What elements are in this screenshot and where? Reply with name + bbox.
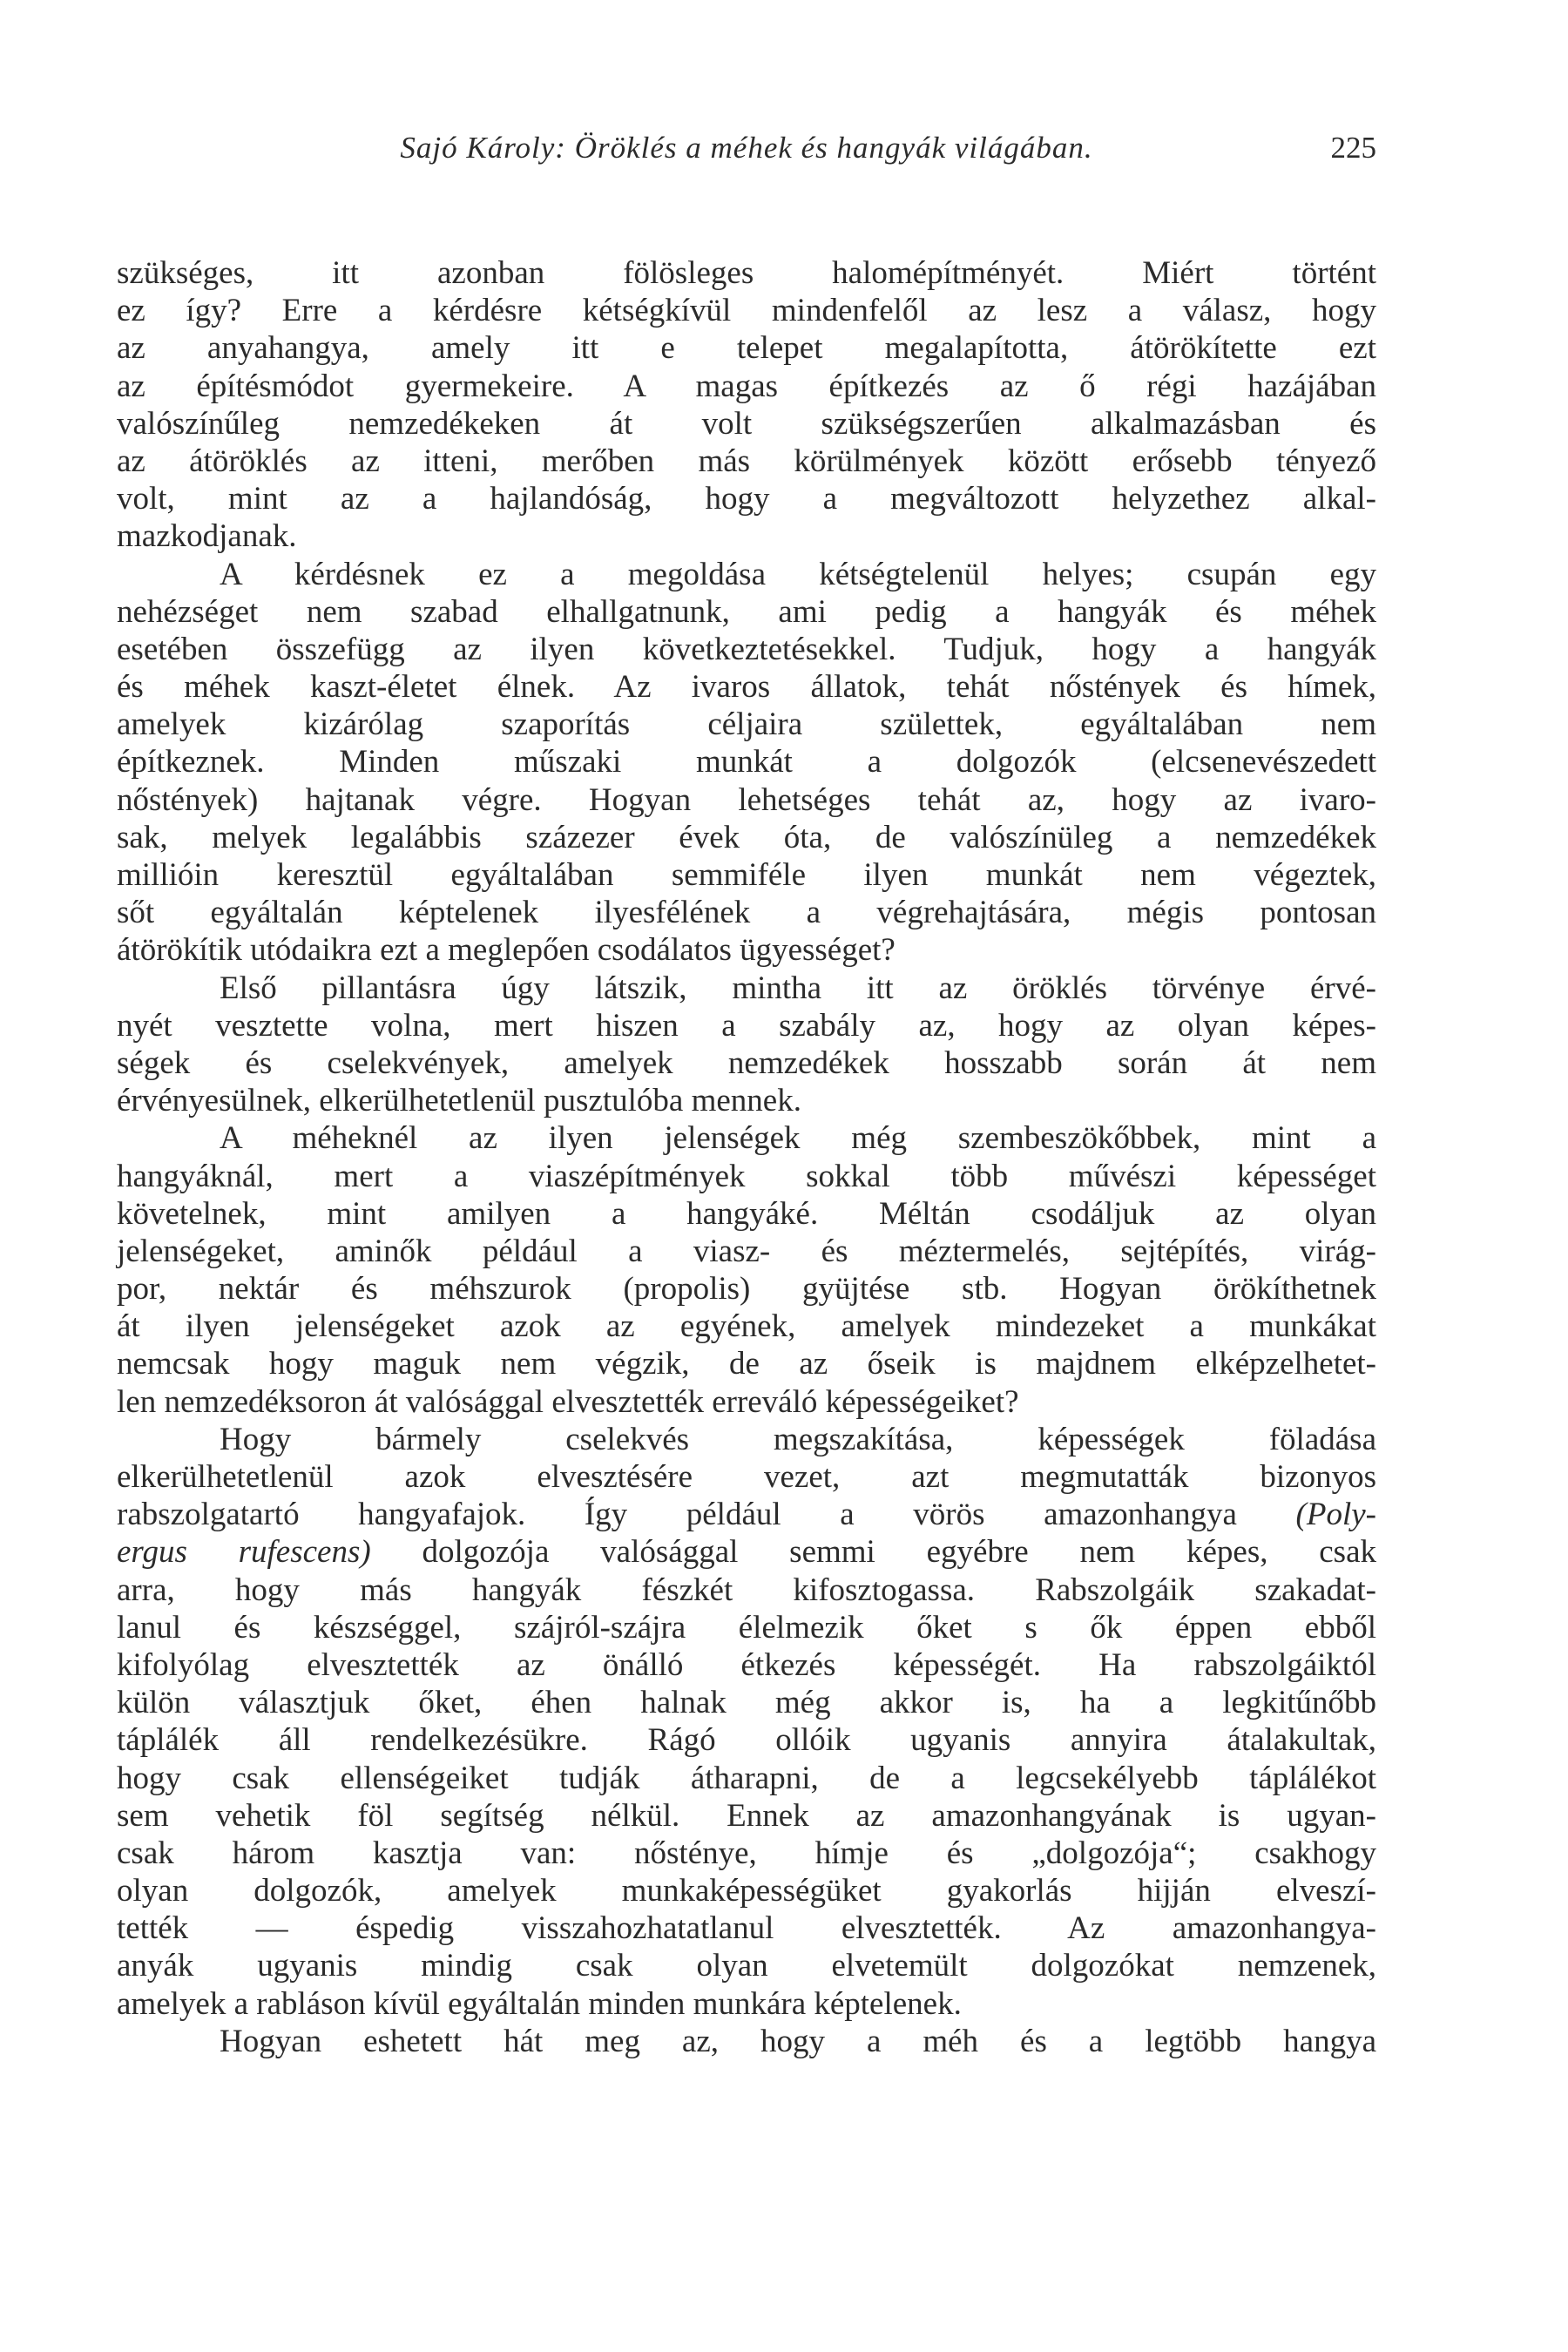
text-line: csak három kasztja van: nősténye, hímje és „dolgozója“; csakhogy: [117, 1835, 1376, 1871]
text-line: volt, mint az a hajlandóság, hogy a megváltozott helyzethez alkal-: [117, 481, 1376, 517]
running-title: Sajó Károly: Öröklés a méhek és hangyák világában.: [400, 131, 1093, 165]
text-line: építkeznek. Minden műszaki munkát a dolgozók (elcsenevészedett: [117, 744, 1376, 781]
text-line: sőt egyáltalán képtelenek ilyesfélének a végrehajtására, mégis pontosan: [117, 895, 1376, 931]
text-line: A méheknél az ilyen jelenségek még szembeszökőbbek, mint a: [220, 1120, 1376, 1157]
text-line: szükséges, itt azonban fölösleges halomépítményét. Miért történt: [117, 255, 1376, 291]
text-line: követelnek, mint amilyen a hangyáké. Méltán csodáljuk az olyan: [117, 1195, 1376, 1232]
text-line: át ilyen jelenségeket azok az egyének, amelyek mindezeket a munkákat: [117, 1308, 1376, 1345]
text-line: nehézséget nem szabad elhallgatnunk, ami pedig a hangyák és méhek: [117, 593, 1376, 630]
text-line: rabszolgatartó hangyafajok. Így például a vörös amazonhangya (Poly-: [117, 1497, 1376, 1533]
text-line: az átöröklés az itteni, merőben más körülmények között erősebb tényező: [117, 443, 1376, 479]
page-number: 225: [1330, 131, 1376, 165]
text-line: esetében összefügg az ilyen következtetésekkel. Tudjuk, hogy a hangyák: [117, 631, 1376, 667]
text-line: érvényesülnek, elkerülhetetlenül pusztulóba mennek.: [117, 1083, 801, 1119]
text-line: olyan dolgozók, amelyek munkaképességüket gyakorlás hijján elveszí-: [117, 1873, 1376, 1909]
species-name-italic: ergus rufescens): [117, 1534, 371, 1571]
text-line: lanul és készséggel, szájról-szájra élelmezik őket s ők éppen ebből: [117, 1609, 1376, 1646]
text-line: A kérdésnek ez a megoldása kétségtelenül helyes; csupán egy: [220, 556, 1376, 592]
text-line: anyák ugyanis mindig csak olyan elvetemült dolgozókat nemzenek,: [117, 1948, 1376, 1984]
body-text: [117, 254, 1376, 2060]
text-line: nemcsak hogy maguk nem végzik, de az őseik is majdnem elképzelhetet-: [117, 1346, 1376, 1382]
text-line: hangyáknál, mert a viaszépítmények sokkal több művészi képességet: [117, 1158, 1376, 1194]
text-line: Első pillantásra úgy látszik, mintha itt az öröklés törvénye érvé-: [220, 970, 1376, 1006]
text-line: ségek és cselekvények, amelyek nemzedékek hosszabb során át nem: [117, 1044, 1376, 1081]
text-line: az anyahangya, amely itt e telepet megalapította, átörökítette ezt: [117, 330, 1376, 367]
text-line: mazkodjanak.: [117, 518, 297, 555]
text-line: sak, melyek legalábbis százezer évek óta, de valószínüleg a nemzedékek: [117, 819, 1376, 855]
text-line: por, nektár és méhszurok (propolis) gyüjtése stb. Hogyan örökíthetnek: [117, 1271, 1376, 1308]
text-line: az építésmódot gyermekeire. A magas építkezés az ő régi hazájában: [117, 368, 1376, 404]
text-line: arra, hogy más hangyák fészkét kifosztogassa. Rabszolgáik szakadat-: [117, 1571, 1376, 1608]
species-name-italic: (Poly-: [1295, 1497, 1376, 1533]
text-line: és méhek kaszt-életet élnek. Az ivaros állatok, tehát nőstények és hímek,: [117, 669, 1376, 706]
text-line: amelyek a rabláson kívül egyáltalán minden munkára képtelenek.: [117, 1985, 962, 2022]
text-line: hogy csak ellenségeiket tudják átharapni, de a legcsekélyebb táplálékot: [117, 1760, 1376, 1796]
text-line: nyét vesztette volna, mert hiszen a szabály az, hogy az olyan képes-: [117, 1007, 1376, 1044]
text-line: len nemzedéksoron át valósággal elvesztették erreváló képességeiket?: [117, 1383, 1019, 1420]
text-line: valószínűleg nemzedékeken át volt szükségszerűen alkalmazásban és: [117, 405, 1376, 442]
text-line: külön választjuk őket, éhen halnak még akkor is, ha a legkitűnőbb: [117, 1685, 1376, 1721]
text-line: Hogyan eshetett hát meg az, hogy a méh és a legtöbb hangya: [220, 2023, 1376, 2059]
text-line: elkerülhetetlenül azok elvesztésére vezet, azt megmutatták bizonyos: [117, 1459, 1376, 1495]
text-line: ez így? Erre a kérdésre kétségkívül mindenfelől az lesz a válasz, hogy: [117, 293, 1376, 329]
text-line: nőstények) hajtanak végre. Hogyan lehetséges tehát az, hogy az ivaro-: [117, 781, 1376, 818]
text-line: Hogy bármely cselekvés megszakítása, képességek föladása: [220, 1421, 1376, 1457]
text-line: ergus rufescens) dolgozója valósággal semmi egyébre nem képes, csak: [117, 1534, 1376, 1571]
text-line: kifolyólag elvesztették az önálló étkezés képességét. Ha rabszolgáiktól: [117, 1646, 1376, 1683]
page-header: [117, 122, 1376, 174]
text-line: átörökítik utódaikra ezt a meglepően csodálatos ügyességet?: [117, 932, 896, 969]
text-line: sem vehetik föl segítség nélkül. Ennek az amazonhangyának is ugyan-: [117, 1797, 1376, 1834]
text-line: jelenségeket, aminők például a viasz- és méztermelés, sejtépítés, virág-: [117, 1233, 1376, 1269]
text-line: amelyek kizárólag szaporítás céljaira születtek, egyáltalában nem: [117, 706, 1376, 743]
text-line: tették — éspedig visszahozhatatlanul elvesztették. Az amazonhangya-: [117, 1910, 1376, 1947]
text-line: millióin keresztül egyáltalában semmiféle ilyen munkát nem végeztek,: [117, 857, 1376, 893]
text-line: táplálék áll rendelkezésükre. Rágó ollóik ugyanis annyira átalakultak,: [117, 1722, 1376, 1759]
